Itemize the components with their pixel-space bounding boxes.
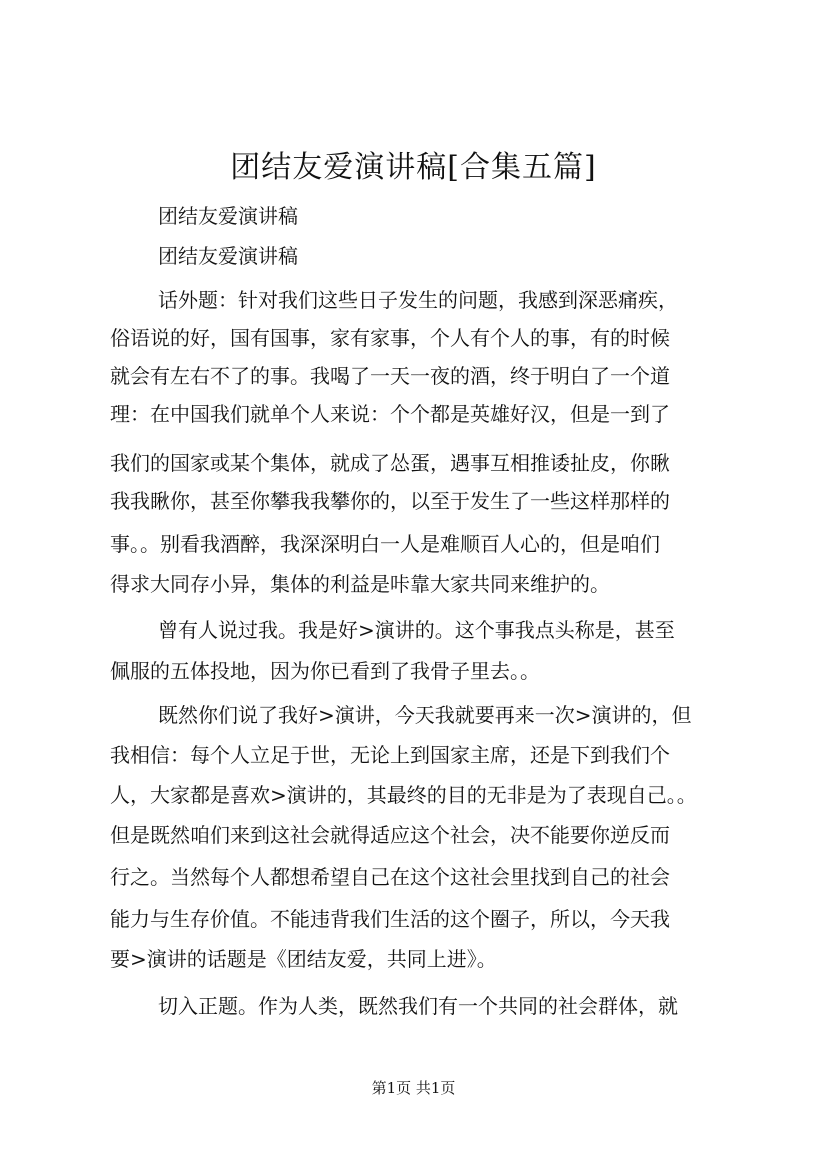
body-line-10: 得求大同存小异，集体的利益是咔靠大家共同来维护的。 [110, 572, 610, 596]
body-line-1: 团结友爱演讲稿 [158, 204, 298, 228]
body-line-2: 团结友爱演讲稿 [158, 244, 298, 268]
body-line-6: 理：在中国我们就单个人来说：个个都是英雄好汉，但是一到了 [110, 402, 670, 426]
body-line-15: 人，大家都是喜欢>演讲的，其最终的目的无非是为了表现自己。。 [110, 783, 697, 807]
body-line-14: 我相信：每个人立足于世，无论上到国家主席，还是下到我们个 [110, 743, 670, 767]
body-line-11: 曾有人说过我。我是好>演讲的。这个事我点头称是，甚至 [158, 618, 675, 642]
body-line-9: 事。。别看我酒醉，我深深明白一人是难顺百人心的，但是咱们 [110, 532, 660, 556]
body-line-13: 既然你们说了我好>演讲，今天我就要再来一次>演讲的，但 [158, 703, 692, 727]
body-line-16: 但是既然咱们来到这社会就得适应这个社会，决不能要你逆反而 [110, 823, 670, 847]
body-line-7: 我们的国家或某个集体，就成了怂蛋，遇事互相推诿扯皮，你瞅 [110, 451, 670, 475]
body-line-18: 能力与生存价值。不能违背我们生活的这个圈子，所以，今天我 [110, 907, 670, 931]
body-line-20: 切入正题。作为人类，既然我们有一个共同的社会群体，就 [158, 994, 678, 1018]
body-line-8: 我我瞅你，甚至你攀我我攀你的，以至于发生了一些这样那样的 [110, 489, 670, 513]
page-number-footer: 第1页 共1页 [371, 1079, 456, 1097]
body-line-17: 行之。当然每个人都想希望自己在这个这社会里找到自己的社会 [110, 865, 670, 889]
body-line-4: 俗语说的好，国有国事，家有家事，个人有个人的事，有的时候 [110, 326, 670, 350]
body-line-3: 话外题：针对我们这些日子发生的问题，我感到深恶痛疾， [158, 288, 678, 312]
document-title: 团结友爱演讲稿[合集五篇] [230, 150, 597, 185]
body-line-19: 要>演讲的话题是《团结友爱，共同上进》。 [110, 947, 497, 971]
body-line-12: 佩服的五体投地，因为你已看到了我骨子里去。。 [110, 659, 540, 683]
body-line-5: 就会有左右不了的事。我喝了一天一夜的酒，终于明白了一个道 [110, 364, 670, 388]
